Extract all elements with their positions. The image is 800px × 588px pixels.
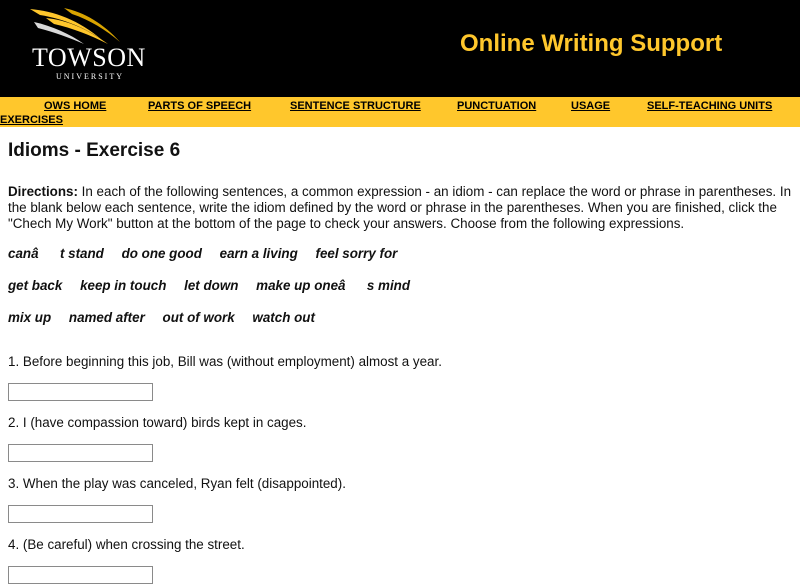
question-2: 2. I (have compassion toward) birds kept in cages. (8, 415, 307, 430)
directions-paragraph (8, 184, 794, 232)
expression-item: canât stand (8, 246, 104, 261)
nav-parts-of-speech[interactable]: PARTS OF SPEECH (148, 100, 252, 112)
towson-logo[interactable] (24, 6, 148, 80)
question-3: 3. When the play was canceled, Ryan felt (disappointed). (8, 476, 346, 491)
nav-punctuation[interactable]: PUNCTUATION (457, 100, 537, 112)
question-4: 4. (Be careful) when crossing the street. (8, 537, 245, 552)
logo-wordmark: TOWSON (32, 43, 146, 72)
nav-sentence-structure[interactable]: SENTENCE STRUCTURE (290, 100, 421, 112)
main-content (8, 140, 794, 584)
site-title: Online Writing Support (460, 30, 723, 57)
page-title: Idioms - Exercise 6 (8, 140, 181, 161)
expression-item: mix up (8, 310, 52, 325)
expression-row (8, 278, 794, 310)
expression-item: earn a living (219, 246, 298, 261)
expression-item: do one good (121, 246, 202, 261)
expression-row (8, 310, 794, 342)
logo-subtitle: UNIVERSITY (56, 72, 124, 81)
site-header (0, 0, 800, 97)
question-1: 1. Before beginning this job, Bill was (without employment) almost a year. (8, 354, 442, 369)
expression-item: watch out (252, 310, 315, 325)
expression-item: get back (8, 278, 63, 293)
directions-text: In each of the following sentences, a common expression - an idiom - can replace the word or phrase in parentheses. In the blank below each sentence, write the idiom defined by the word or phrase in the parentheses. When you are finished, click the "Chech My Work" button at the bottom of the page to check your answers. Choose from the following expressions. (8, 184, 792, 231)
answer-input-1[interactable] (8, 383, 153, 401)
directions-label: Directions: (8, 184, 78, 199)
main-nav (0, 97, 800, 127)
tiger-stripe-icon (24, 6, 148, 46)
answer-input-3[interactable] (8, 505, 153, 523)
nav-ows-home[interactable]: OWS HOME (44, 100, 107, 112)
nav-exercises[interactable]: EXERCISES (0, 114, 63, 126)
expression-row (8, 246, 794, 278)
expression-item: make up oneâs mind (256, 278, 411, 293)
expression-item: named after (68, 310, 145, 325)
nav-self-teaching-units[interactable]: SELF-TEACHING UNITS (647, 100, 773, 112)
expression-item: feel sorry for (315, 246, 398, 261)
answer-input-4[interactable] (8, 566, 153, 584)
nav-usage[interactable]: USAGE (571, 100, 611, 112)
answer-input-2[interactable] (8, 444, 153, 462)
expression-item: keep in touch (80, 278, 167, 293)
expression-item: let down (184, 278, 239, 293)
expression-item: out of work (162, 310, 235, 325)
